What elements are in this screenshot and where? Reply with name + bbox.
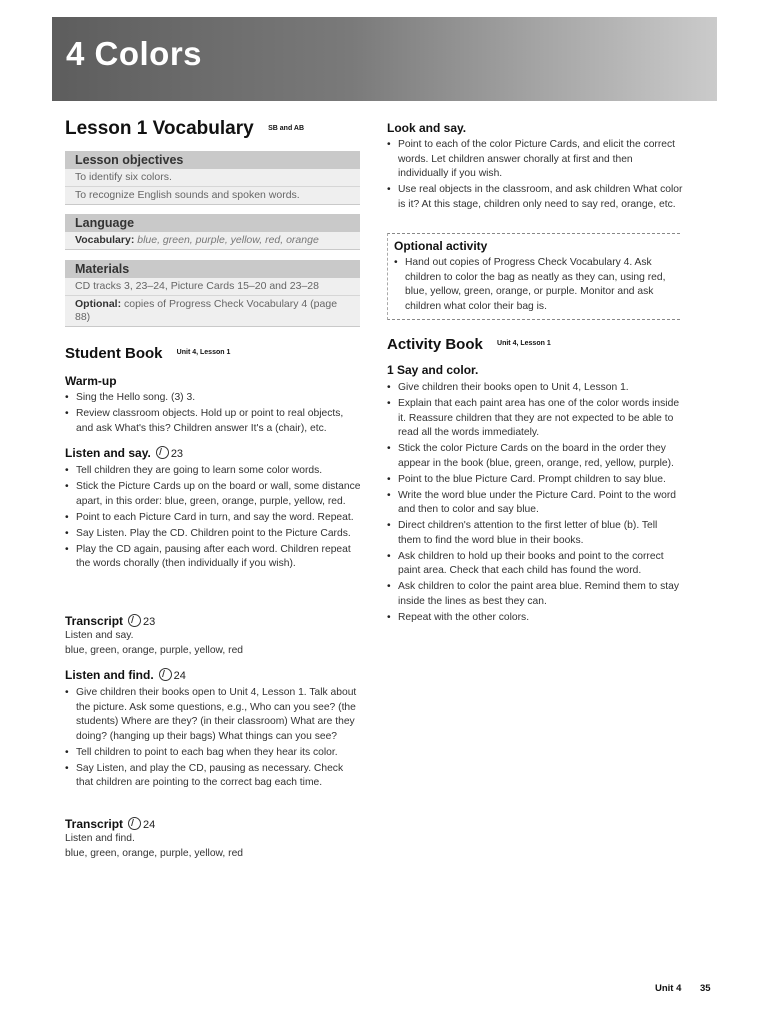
lesson-heading xyxy=(65,118,304,140)
student-book-tag: Unit 4, Lesson 1 xyxy=(176,349,231,356)
transcript-1-heading xyxy=(65,614,155,628)
list-item: • Explain that each paint area has one of the color words inside it. Reassure children that they are not expected to be able to read all the words immediately. xyxy=(387,397,683,441)
listen-find-list xyxy=(65,686,361,792)
student-book-heading xyxy=(65,345,230,362)
materials-line: CD tracks 3, 23–24, Picture Cards 15–20 and 23–28 xyxy=(65,278,360,296)
materials-panel xyxy=(65,260,360,327)
track-number: 24 xyxy=(143,819,156,831)
track-number: 23 xyxy=(143,616,156,628)
look-say-title: Look and say. xyxy=(387,121,467,135)
transcript-2-title: Transcript xyxy=(65,817,124,831)
list-item: • Give children their books open to Unit 4, Lesson 1. xyxy=(387,381,683,396)
optional-activity-title: Optional activity xyxy=(394,239,488,253)
vocabulary-value: blue, green, purple, yellow, red, orange xyxy=(137,234,319,246)
activity-book-heading xyxy=(387,336,551,353)
list-item: • Review classroom objects. Hold up or point to real objects, and ask What's this? Children answer It's a (chair), etc. xyxy=(65,407,361,436)
activity-book-tag: Unit 4, Lesson 1 xyxy=(497,340,551,347)
list-item: • Use real objects in the classroom, and ask children What color is it? At this stage, children only need to say red, orange, etc. xyxy=(387,183,683,212)
objective-line: To identify six colors. xyxy=(65,169,360,187)
listen-find-heading xyxy=(65,668,186,682)
list-item: • Point to each Picture Card in turn, and say the word. Repeat. xyxy=(65,511,361,526)
lesson-title: Lesson 1 Vocabulary xyxy=(65,118,254,139)
materials-optional-value: copies of Progress Check Vocabulary 4 (page 88) xyxy=(75,298,338,324)
listen-say-heading xyxy=(65,446,183,460)
list-item: • Stick the color Picture Cards on the board in the order they appear in the book (blue, green, orange, red, yellow, purple). xyxy=(387,442,683,471)
materials-optional-label: Optional: xyxy=(75,298,122,311)
page-number: 35 xyxy=(700,983,711,994)
list-item: • Tell children to point to each bag when they hear its color. xyxy=(65,746,361,761)
say-color-title: 1 Say and color. xyxy=(387,363,479,377)
cd-audio-icon xyxy=(128,817,141,830)
transcript-1-title: Transcript xyxy=(65,614,124,628)
materials-heading: Materials xyxy=(65,261,360,278)
warmup-list xyxy=(65,391,361,438)
chapter-banner xyxy=(52,17,717,101)
transcript-1-words: blue, green, orange, purple, yellow, red xyxy=(65,645,244,656)
list-item: • Point to the blue Picture Card. Prompt children to say blue. xyxy=(387,473,683,488)
student-book-title: Student Book xyxy=(65,345,163,362)
list-item: • Hand out copies of Progress Check Vocabulary 4. Ask children to color the bag as neatly as they can, using red, blue, yellow, green, orange, or purple. Monitor and ask children what color their bag is. xyxy=(394,256,680,314)
list-item: • Give children their books open to Unit 4, Lesson 1. Talk about the picture. Ask some questions, e.g., Who can you see? (the students) Where are they? (in their classroom) What are they doing? (hanging up their bags) What things can you see? xyxy=(65,686,361,744)
vocabulary-line xyxy=(65,232,360,249)
list-item: • Tell children they are going to learn some color words. xyxy=(65,464,361,479)
list-item: • Say Listen. Play the CD. Children point to the Picture Cards. xyxy=(65,527,361,542)
transcript-1-line: Listen and say. xyxy=(65,630,134,641)
list-item: • Point to each of the color Picture Cards, and elicit the correct words. Let children answer chorally at first and then individually if you wish. xyxy=(387,138,683,182)
optional-activity-list xyxy=(394,256,680,316)
cd-audio-icon xyxy=(156,446,169,459)
listen-find-title: Listen and find. xyxy=(65,668,154,682)
track-number: 23 xyxy=(170,448,184,460)
cd-audio-icon xyxy=(128,614,141,627)
objectives-heading: Lesson objectives xyxy=(65,152,360,169)
footer-unit: Unit 4 xyxy=(655,983,682,994)
materials-optional-line xyxy=(65,296,360,326)
activity-book-title: Activity Book xyxy=(387,336,483,353)
chapter-title: 4 Colors xyxy=(66,35,203,72)
objective-line: To recognize English sounds and spoken words. xyxy=(75,189,300,202)
language-heading: Language xyxy=(65,215,360,232)
look-say-list xyxy=(387,138,683,214)
cd-audio-icon xyxy=(159,668,172,681)
list-item: • Ask children to color the paint area blue. Remind them to stay inside the lines as best they can. xyxy=(387,580,683,609)
transcript-2-words: blue, green, orange, purple, yellow, red xyxy=(65,848,244,859)
list-item: • Sing the Hello song. (3) 3. xyxy=(65,391,361,406)
list-item: • Write the word blue under the Picture Card. Point to the word and then to color and say blue. xyxy=(387,489,683,518)
transcript-2-heading xyxy=(65,817,155,831)
warmup-title: Warm-up xyxy=(65,374,117,388)
objectives-panel xyxy=(65,151,360,205)
list-item: • Ask children to hold up their books and point to the correct paint area. Check that each child has found the word. xyxy=(387,550,683,579)
say-color-list xyxy=(387,381,683,627)
list-item: • Say Listen, and play the CD, pausing as necessary. Check that children are pointing to the correct bag each time. xyxy=(65,762,361,791)
track-number: 24 xyxy=(173,670,186,682)
vocabulary-label: Vocabulary: xyxy=(75,234,135,246)
list-item: • Direct children's attention to the first letter of blue (b). Tell them to find the word blue in their books. xyxy=(387,519,683,548)
list-item: • Repeat with the other colors. xyxy=(387,611,683,626)
language-panel xyxy=(65,214,360,250)
listen-say-title: Listen and say. xyxy=(65,446,151,460)
lesson-tag: SB and AB xyxy=(268,125,305,132)
transcript-2-line: Listen and find. xyxy=(65,833,135,844)
listen-say-list xyxy=(65,464,361,573)
list-item: • Stick the Picture Cards up on the board or wall, some distance apart, in this order: blue, green, orange, purple, yellow, red. xyxy=(65,480,361,509)
list-item: • Play the CD again, pausing after each word. Children repeat the words chorally (then individually if you wish). xyxy=(65,543,361,572)
